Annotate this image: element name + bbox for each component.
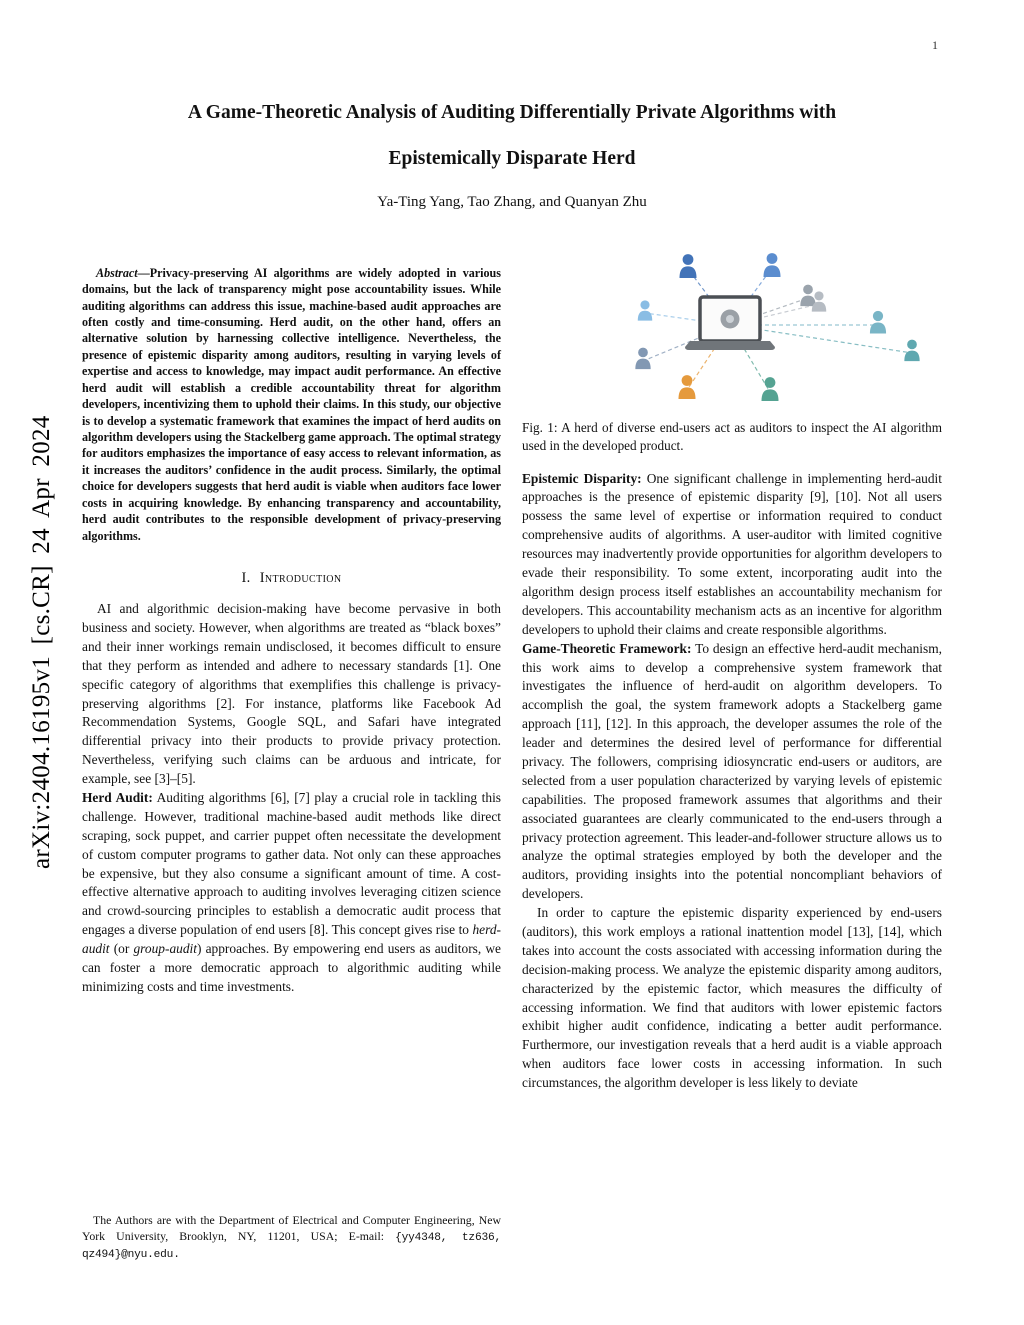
left-column [82,249,501,1263]
paragraph-rational-inattention: In order to capture the epistemic disparity experienced by end-users (auditors), this work employs a rational inattention model [13], [14], which takes into account the costs associated with accessing information during the decision-making process. We analyze the epistemic disparity among auditors, characterized by the epistemic factor, which measures the difficulty of accessing information. We find that auditors with lower epistemic factors exhibit higher audit confidence, indicating a better audit performance. Furthermore, our investigation reveals that a herd audit is a viable approach when auditors face lower costs in accessing information. In such circumstances, the algorithm developer is less likely to deviate [522,905,942,1091]
section-title: Introduction [259,570,342,587]
paper-title-line2: Epistemically Disparate Herd [388,147,636,169]
arxiv-watermark: arXiv:2404.16195v1 [cs.CR] 24 Apr 2024 [28,415,55,869]
person-icon [870,310,886,333]
author-footnote [82,1203,501,1263]
herd-audit-text-1: Auditing algorithms [6], [7] play a crucial role in tackling this challenge. However, traditional machine-based audit methods like direct scraping, sock puppet, and carrier puppet often necessitate the development of custom computer programs to gather data. Not only can these approaches be expensive, but they also consume a significant amount of time. A cost-effective alternative approach to auditing involves leveraging citizen science and crowd-sourcing principles to establish a democratic audit process that engages a diverse population of end users [8]. This concept gives rise to [82,789,502,938]
page-number: 1 [932,38,938,52]
person-icon [904,339,919,361]
figure-1 [522,249,942,456]
authors-line: Ya-Ting Yang, Tao Zhang, and Quanyan Zhu [377,193,647,210]
abstract-text: —Privacy-preserving AI algorithms are widely adopted in various domains, but the lack of transparency might pose accountability issues. While auditing algorithms can address this issue, machine-based audit approaches are often costly and time-consuming. Herd audit, on the other hand, offers an alternative solution by harnessing collective intelligence. Nevertheless, the presence of epistemic disparity among auditors, resulting in varying levels of expertise and access to knowledge, may impact audit performance. An effective herd audit will establish a credible accountability threat for algorithm developers, incentivizing them to uphold their claims. In this study, our objective is to develop a systematic framework that examines the impact of herd audits on algorithm developers using the Stackelberg game approach. The optimal strategy for auditors emphasizes the importance of easy access to relevant information, as it increases the auditors’ confidence in the audit process. Similarly, the optimal choice for developers suggests that herd audit is viable when auditors face lower costs in acquiring knowledge. By enhancing transparency and accountability, herd audit contributes to the responsible development of privacy-preserving algorithms. [82,265,501,543]
person-icon [800,284,815,306]
person-icon [638,300,652,320]
person-icon [764,253,781,277]
footnote-email: {yy4348, tz636, qz494}@nyu.edu. [82,1231,501,1261]
figure-1-caption: Fig. 1: A herd of diverse end-users act as auditors to inspect the AI algorithm used in the developed product. [522,419,942,454]
paragraph-intro: AI and algorithmic decision-making have become pervasive in both business and society. However, when algorithms are treated as “black boxes” and their inner workings remain undisclosed, it becomes difficult to ensure that they perform as intended and adhere to necessary standards [1]. One specific category of algorithms that exemplifies this challenge is privacy-preserving algorithms [2]. For instance, platforms like Facebook Ad Recommendation Systems, Google SQL, and Safari have integrated differential privacy into their products to provide privacy protection. Nevertheless, verifying such claims can be arduous and intricate, for example, see [3]–[5]. [82,601,501,787]
abstract [82,265,501,544]
herd-audit-term-2: group-audit [133,941,197,957]
footnote-text: The Authors are with the Department of Electrical and Computer Engineering, New York University, Brooklyn, NY, 11201, USA; E-mail: [82,1212,501,1243]
epistemic-disparity-text: One significant challenge in implementing herd-audit approaches is the presence of epistemic disparity [9], [10]. Not all users possess the same level of expertise or information required to conduct comprehensive audits of algorithms. A user-auditor with limited cognitive resources may inadvertently provide opportunities for algorithm developers to evade their responsibility. To some extent, incorporating audit into the algorithm design process itself establishes an accountability mechanism for developers. This accountability mechanism acts as an incentive for algorithm developers to uphold their claims and create responsible algorithms. [522,470,942,637]
herd-audit-text-3: ) approaches. By empowering end users as auditors, we can foster a more democratic approach to algorithmic auditing while minimizing costs and time investments. [82,941,502,994]
game-theoretic-label: Game-Theoretic Framework: [522,640,692,656]
right-column [522,249,942,1263]
herd-audit-term-1: herd-audit [82,922,501,957]
paper-title [90,90,934,182]
abstract-label: Abstract [96,265,138,280]
section-heading-introduction [82,570,501,587]
game-theoretic-text: To design an effective herd-audit mechanism, this work aims to develop a comprehensive system framework that investigates the influence of herd-audit on algorithm developers. To accomplish the goal, the system framework adopts a Stackelberg game approach [11], [12]. In this approach, the developer assumes the role of the leader and determines the desired level of performance for differential privacy. The followers, comprising idiosyncratic end-users or auditors, are selected from a user population characterized by varying levels of epistemic capabilities. The proposed framework assumes that algorithms and their associated guarantees are clearly communicated to the end-users through a privacy protection agreement. This leader-and-follower structure allows us to analyze the optimal strategies employed by both the developer and the auditors, providing insights into the potential noncompliant behaviors of developers. [522,640,942,902]
person-icon [762,377,779,401]
figure-1-illustration [522,249,942,409]
epistemic-disparity-label: Epistemic Disparity: [522,470,642,486]
paragraph-epistemic-disparity [522,470,942,640]
section-number: I. [241,570,251,587]
herd-audit-label: Herd Audit: [82,789,153,805]
herd-audit-text-2: (or [109,941,134,957]
person-icon [680,254,697,278]
paper-title-line1: A Game-Theoretic Analysis of Auditing Differentially Private Algorithms with [187,102,837,123]
person-icon [635,347,650,369]
two-column-body [82,249,942,1263]
person-icon [679,375,696,399]
laptop-icon [685,297,775,350]
paragraph-game-theoretic [522,640,942,904]
paragraph-herd-audit [82,789,501,997]
